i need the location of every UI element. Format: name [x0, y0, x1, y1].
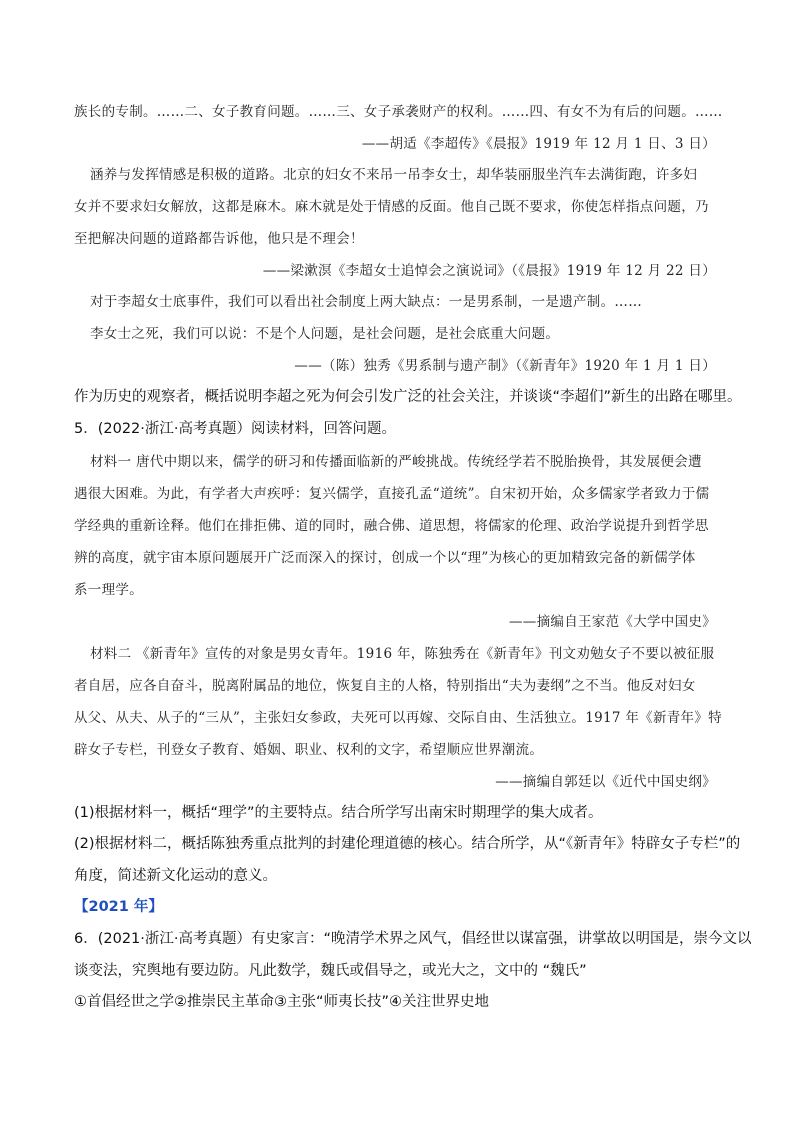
- text-line: 李女士之死，我们可以说：不是个人问题，是社会问题，是社会底重大问题。: [90, 326, 560, 342]
- answer-options: ①首倡经世之学②推崇民主革命③主张“师夷长技”④关注世界史地: [74, 994, 490, 1010]
- text-line: 从父、从夫、从子的“三从”，主张妇女参政，夫死可以再嫁、交际自由、生活独立。1917 年《新青年》特: [74, 710, 722, 726]
- citation: ——摘编自王家范《大学中国史》: [509, 614, 716, 630]
- citation: ——（陈）独秀《男系制与遗产制》（《新青年》1920 年 1 月 1 日）: [294, 358, 716, 374]
- citation: ——胡适《李超传》《晨报》1919 年 12 月 1 日、3 日）: [361, 136, 716, 152]
- text-line: 遇很大困难。为此，有学者大声疾呼：复兴儒学，直接孔孟“道统”。自宋初开始，众多儒家学者致力于儒: [74, 486, 710, 502]
- question-text: 作为历史的观察者，概括说明李超之死为何会引发广泛的社会关注，并谈谈“李超们”新生的出路在哪里。: [74, 389, 742, 405]
- question-header: 5．(2022·浙江·高考真题）阅读材料，回答问题。: [74, 421, 397, 437]
- sub-question: (1)根据材料一，概括“理学”的主要特点。结合所学写出南宋时期理学的集大成者。: [74, 805, 603, 821]
- text-line: 女并不要求妇女解放，这都是麻木。麻木就是处于情感的反面。他自己既不要求，你使怎样指点问题，乃: [74, 199, 709, 215]
- question-text: 谈变法，究舆地有要边防。凡此数学，魏氏或倡导之，或光大之，文中的 “魏氏”: [74, 963, 587, 979]
- section-year-label: 【2021 年】: [74, 899, 163, 915]
- question-text: 6．(2021·浙江·高考真题）有史家言：“晚清学术界之风气，倡经世以谋富强，讲掌故以明国是，崇今文以: [74, 931, 752, 947]
- text-line: 材料二 《新青年》宣传的对象是男女青年。1916 年，陈独秀在《新青年》刊文劝勉女子不要以被征服: [90, 646, 715, 662]
- text-line: 族长的专制。……二、女子教育问题。……三、女子承袭财产的权利。……四、有女不为有后的问题。……: [74, 104, 723, 120]
- text-line: 至把解决问题的道路都告诉他，他只是不理会！: [74, 231, 364, 247]
- text-line: 辨的高度，就宇宙本原问题展开广泛而深入的探讨，创成一个以“理”为核心的更加精致完备的新儒学体: [74, 550, 696, 566]
- text-line: 辟女子专栏，刊登女子教育、婚姻、职业、权利的文字，希望顺应世界潮流。: [74, 742, 544, 758]
- text-line: 学经典的重新诠释。他们在排拒佛、道的同时，融合佛、道思想，将儒家的伦理、政治学说提升到哲学思: [74, 518, 709, 534]
- text-line: 涵养与发挥情感是积极的道路。北京的妇女不来吊一吊李女士，却华装丽服坐汽车去满街跑，许多妇: [90, 167, 698, 183]
- sub-question: 角度，简述新文化运动的意义。: [74, 868, 277, 884]
- text-line: 系一理学。: [74, 582, 143, 598]
- text-line: 对于李超女士底事件，我们可以看出社会制度上两大缺点：一是男系制，一是遗产制。……: [90, 294, 642, 310]
- text-line: 者自居，应各自奋斗，脱离附属品的地位，恢复自主的人格，特别指出“夫为妻纲”之不当。他反对妇女: [74, 678, 696, 694]
- citation: ——摘编自郭廷以《近代中国史纲》: [495, 774, 716, 790]
- sub-question: (2)根据材料二，概括陈独秀重点批判的封建伦理道德的核心。结合所学，从“《新青年》特辟女子专栏”的: [74, 836, 741, 852]
- text-line: 材料一 唐代中期以来，儒学的研习和传播面临新的严峻挑战。传统经学若不脱胎换骨，其发展便会遭: [90, 454, 702, 470]
- citation: ——梁漱溟《李超女士追悼会之演说词》（《晨报》1919 年 12 月 22 日）: [262, 263, 716, 279]
